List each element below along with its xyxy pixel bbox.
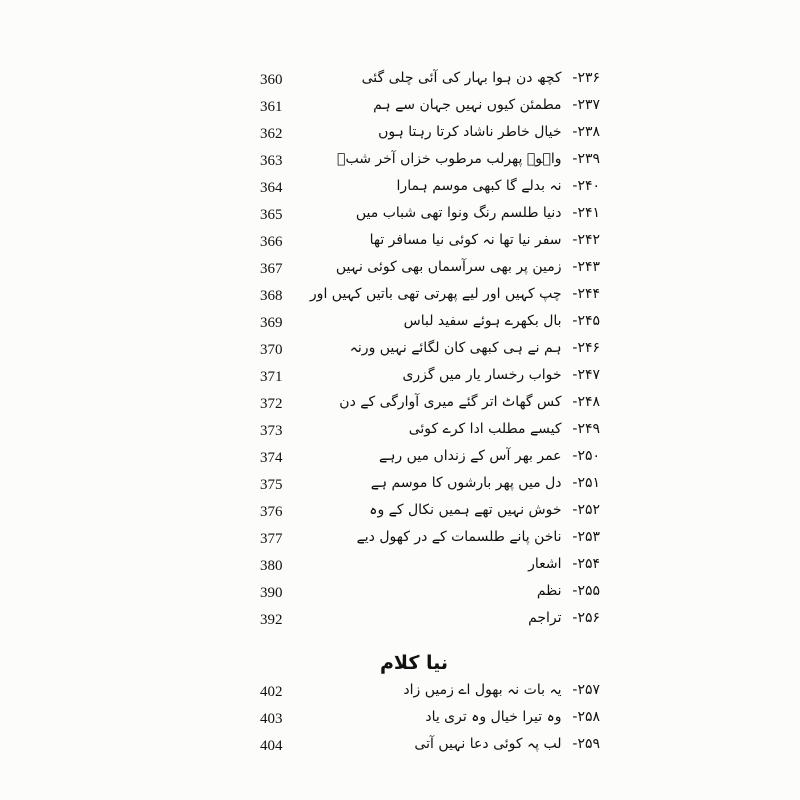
entry-text: وہ تیرا خیال وہ تری یاد bbox=[425, 709, 562, 725]
entry-title bbox=[528, 610, 600, 626]
entry-title bbox=[310, 286, 600, 302]
entry-text: مطمئن کیوں نہیں جہان سے ہم bbox=[373, 97, 562, 113]
page-number: 366 bbox=[260, 234, 283, 250]
entry-title bbox=[373, 97, 600, 113]
entry-number: ۲۴۹- bbox=[572, 421, 600, 437]
entry-number: ۲۵۸- bbox=[572, 709, 600, 725]
entry-number: ۲۴۶- bbox=[572, 340, 600, 356]
entry-text: چپ کہیں اور لیے پھرتی تھی باتیں کہیں اور bbox=[309, 286, 562, 302]
section-heading: نیا کلام bbox=[380, 652, 449, 674]
toc-entry bbox=[230, 97, 600, 123]
page-number: 371 bbox=[260, 369, 283, 385]
toc-entry bbox=[230, 178, 600, 204]
page-number: 364 bbox=[260, 180, 283, 196]
entry-text: تراجم bbox=[528, 610, 562, 626]
toc-entry bbox=[230, 475, 600, 501]
entry-number: ۲۴۲- bbox=[572, 232, 600, 248]
toc-entry bbox=[230, 394, 600, 420]
entry-title bbox=[403, 682, 600, 698]
toc-entry bbox=[230, 709, 600, 735]
entry-title bbox=[339, 394, 600, 410]
entry-text: ہم نے ہی کبھی کان لگائے نہیں ورنہ bbox=[349, 340, 562, 356]
page-number: 402 bbox=[260, 684, 283, 700]
entry-number: ۲۵۳- bbox=[572, 529, 600, 545]
entry-title bbox=[414, 736, 600, 752]
entry-number: ۲۳۷- bbox=[572, 97, 600, 113]
entry-number: ۲۵۵- bbox=[572, 583, 600, 599]
toc-entry bbox=[230, 529, 600, 555]
toc-entry bbox=[230, 556, 600, 582]
page-number: 392 bbox=[260, 612, 283, 628]
entry-text: بال بکھرے ہوئے سفید لباس bbox=[403, 313, 562, 329]
entry-title bbox=[379, 448, 600, 464]
toc-entry bbox=[230, 682, 600, 708]
toc-entry bbox=[230, 736, 600, 762]
entry-text: لب پہ کوئی دعا نہیں آتی bbox=[414, 736, 562, 752]
entry-text: کس گھاٹ اتر گئے میری آوارگی کے دن bbox=[339, 394, 562, 410]
entry-number: ۲۵۷- bbox=[572, 682, 600, 698]
entry-title bbox=[397, 178, 600, 194]
page-number: 380 bbox=[260, 558, 283, 574]
page-number: 367 bbox=[260, 261, 283, 277]
entry-number: ۲۳۹- bbox=[572, 151, 600, 167]
entry-text: واہوے پھرلب مرطوب خزاں آخر شبؒ bbox=[337, 151, 562, 167]
entry-number: ۲۴۱- bbox=[572, 205, 600, 221]
entry-title bbox=[362, 70, 600, 86]
entry-number: ۲۴۴- bbox=[572, 286, 600, 302]
entry-title bbox=[404, 313, 600, 329]
entry-number: ۲۳۶- bbox=[572, 70, 600, 86]
toc-entry bbox=[230, 232, 600, 258]
page-number: 365 bbox=[260, 207, 283, 223]
entry-number: ۲۴۸- bbox=[572, 394, 600, 410]
entry-text: نہ بدلے گا کبھی موسم ہمارا bbox=[396, 178, 562, 194]
entry-text: خوش نہیں تھے ہمیں نکال کے وہ bbox=[369, 502, 562, 518]
page-number: 368 bbox=[260, 288, 283, 304]
toc-entry bbox=[230, 583, 600, 609]
page-number: 363 bbox=[260, 153, 283, 169]
entry-title bbox=[371, 475, 600, 491]
page-number: 403 bbox=[260, 711, 283, 727]
toc-entry bbox=[230, 205, 600, 231]
entry-title bbox=[425, 709, 600, 725]
entry-title bbox=[528, 556, 600, 572]
entry-number: ۲۵۰- bbox=[572, 448, 600, 464]
toc-entry bbox=[230, 151, 600, 177]
entry-number: ۲۵۹- bbox=[572, 736, 600, 752]
entry-title bbox=[337, 151, 600, 167]
entry-title bbox=[369, 502, 600, 518]
toc-entry bbox=[230, 502, 600, 528]
entry-title bbox=[357, 529, 600, 545]
entry-text: سفر نیا تھا نہ کوئی نیا مسافر تھا bbox=[369, 232, 562, 248]
page-number: 360 bbox=[260, 72, 283, 88]
entry-number: ۲۵۶- bbox=[572, 610, 600, 626]
page-number: 374 bbox=[260, 450, 283, 466]
entry-text: نظم bbox=[536, 583, 562, 599]
entry-text: اشعار bbox=[528, 556, 562, 572]
entry-title bbox=[402, 367, 600, 383]
entry-number: ۲۴۳- bbox=[572, 259, 600, 275]
entry-text: خواب رخسار یار میں گزری bbox=[402, 367, 562, 383]
page-number: 362 bbox=[260, 126, 283, 142]
toc-entry bbox=[230, 421, 600, 447]
page-number: 375 bbox=[260, 477, 283, 493]
page-number: 390 bbox=[260, 585, 283, 601]
entry-number: ۲۵۱- bbox=[572, 475, 600, 491]
entry-title bbox=[350, 340, 600, 356]
entry-title bbox=[336, 259, 600, 275]
toc-entry bbox=[230, 448, 600, 474]
toc-entry bbox=[230, 286, 600, 312]
entry-title bbox=[370, 232, 600, 248]
entry-number: ۲۴۵- bbox=[572, 313, 600, 329]
page-number: 404 bbox=[260, 738, 283, 754]
entry-text: دل میں پھر بارشوں کا موسم ہے bbox=[370, 475, 562, 491]
entry-number: ۲۵۲- bbox=[572, 502, 600, 518]
page-number: 372 bbox=[260, 396, 283, 412]
page-number: 370 bbox=[260, 342, 283, 358]
entry-title bbox=[378, 124, 600, 140]
page-number: 376 bbox=[260, 504, 283, 520]
entry-text: کچھ دن ہوا بہار کی آئی چلی گئی bbox=[361, 70, 562, 86]
toc-entry bbox=[230, 340, 600, 366]
entry-text: یہ بات نہ بھول اے زمیں زاد bbox=[403, 682, 562, 698]
toc-entry bbox=[230, 259, 600, 285]
entry-title bbox=[409, 421, 600, 437]
page-number: 361 bbox=[260, 99, 283, 115]
entry-text: خیال خاطر ناشاد کرتا رہتا ہوں bbox=[378, 124, 562, 140]
entry-number: ۲۴۷- bbox=[572, 367, 600, 383]
entry-text: دنیا طلسم رنگ ونوا تھی شباب میں bbox=[355, 205, 562, 221]
entry-number: ۲۴۰- bbox=[572, 178, 600, 194]
toc-entry bbox=[230, 313, 600, 339]
entry-number: ۲۳۸- bbox=[572, 124, 600, 140]
page-number: 377 bbox=[260, 531, 283, 547]
entry-text: عمر بھر آس کے زنداں میں رہے bbox=[379, 448, 562, 464]
entry-text: زمین پر بھی سرآسماں بھی کوئی نہیں bbox=[335, 259, 562, 275]
entry-text: ناخن پانے طلسمات کے در کھول دیے bbox=[356, 529, 562, 545]
entry-title bbox=[356, 205, 600, 221]
page-number: 369 bbox=[260, 315, 283, 331]
toc-entry bbox=[230, 610, 600, 636]
entry-text: کیسے مطلب ادا کرے کوئی bbox=[408, 421, 562, 437]
page-number: 373 bbox=[260, 423, 283, 439]
toc-entry bbox=[230, 70, 600, 96]
toc-entry bbox=[230, 367, 600, 393]
toc-entry bbox=[230, 124, 600, 150]
entry-number: ۲۵۴- bbox=[572, 556, 600, 572]
entry-title bbox=[537, 583, 600, 599]
